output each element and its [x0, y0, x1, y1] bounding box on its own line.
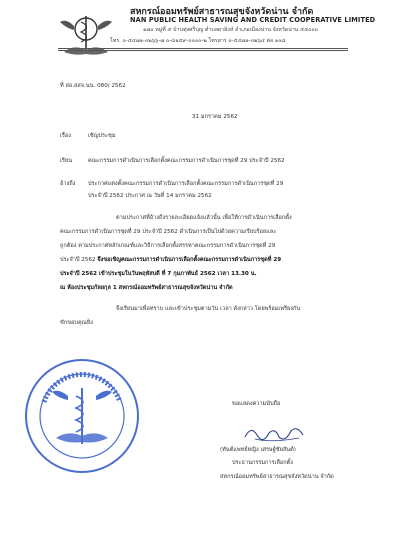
- subject-text: เชิญประชุม: [88, 133, 116, 139]
- signer-name: (ทันต์แพทย์หญิง เศรษฐ์ชัยสันต์): [220, 447, 296, 453]
- meeting-location: ณ ห้องประชุมกัลยกุล 1 สหกรณ์ออมทรัพย์สาธารณสุขจังหวัดน่าน จำกัด: [60, 285, 233, 291]
- regards-text: ขอแสดงความนับถือ: [232, 401, 281, 407]
- body-line-emphasis: จึงขอเชิญคณะกรรมการดำเนินการเลือกตั้งคณะกรรมการดำเนินการชุดที่ 29: [97, 257, 282, 263]
- closing-line: จึงเรียนมาเพื่อทราบ และเข้าประชุมตามวัน เวลา ดังกล่าว โดยพร้อมเพรียงกัน: [116, 306, 301, 312]
- signer-organization: สหกรณ์ออมทรัพย์สาธารณสุขจังหวัดน่าน จำกัด: [220, 474, 334, 480]
- recipient-text: คณะกรรมการดำเนินการเลือกตั้งคณะกรรมการดำเนินการชุดที่ 29 ประจำปี 2562: [88, 158, 285, 164]
- reference-line-1: ประกาศแต่งตั้งคณะกรรมการดำเนินการเลือกตั้งคณะกรรมการดำเนินการชุดที่ 29: [88, 181, 284, 187]
- header-divider: [58, 48, 348, 49]
- recipient-label: เรียน: [60, 158, 73, 164]
- reference-line-2: ประจำปี 2562 ประกาศ ณ วันที่ 14 มกราคม 2562: [88, 193, 212, 199]
- closing-line: ขักขอบคุณยิ่ง: [60, 320, 93, 326]
- handwritten-signature: [241, 421, 311, 445]
- body-line: คณะกรรมการดำเนินการชุดที่ 29 ประจำปี 2562 ดำเนินการเป็นไปด้วยความเรียบร้อยและ: [60, 229, 277, 235]
- subject-label: เรื่อง: [60, 133, 72, 139]
- body-line: ตามประกาศที่อ้างถึงรายละเอียดแจ้งแล้วนั้น เพื่อให้การดำเนินการเลือกตั้ง: [116, 215, 292, 221]
- org-name-th: สหกรณ์ออมทรัพย์สาธารณสุขจังหวัดน่าน จำกัด: [130, 7, 314, 17]
- signer-title: ประธานกรรมการเลือกตั้ง: [232, 460, 294, 466]
- header-divider-thin: [58, 50, 348, 51]
- meeting-datetime: ประจำปี 2562 เข้าประชุมในวันพฤหัสบดี ที่ 7 กุมภาพันธ์ 2562 เวลา 13.30 น.: [60, 271, 257, 277]
- reference-label: อ้างถึง: [60, 181, 76, 187]
- body-line: ถูกต้อง ตามประกาศหลักเกณฑ์และวิธีการเลือกตั้งสรรหาคณะกรรมการดำเนินการชุดที่ 29: [60, 243, 276, 249]
- org-address: ๑๗๐ หมู่ที่ ๕ บ้านทุ่งศรีบุญ ตำบลผาสิงห์ อำเภอเมืองน่าน จังหวัดน่าน ๕๕๐๐๐: [143, 27, 318, 33]
- body-line-text: ประจำปี 2562: [60, 257, 96, 263]
- official-seal-stamp: [22, 356, 142, 476]
- org-contact: โทร. ๐-๕๔๗๑-๐๒๖๖-๗ ๐-๘๑๕๙-๐๐๐๐-๒ โทรสาร ๐-๕๔๗๑-๐๒๖๔ ต่อ ๑๐๘: [110, 38, 286, 44]
- org-name-en: NAN PUBLIC HEALTH SAVING AND CREDIT COOPERATIVE LIMITED: [130, 16, 376, 24]
- body-line: [60, 256, 281, 264]
- reference-number: ที่ สอ.สสจ.นน. 080/ 2562: [60, 83, 126, 89]
- cooperative-logo: [54, 2, 118, 60]
- letter-date: 31 มกราคม 2562: [192, 114, 238, 120]
